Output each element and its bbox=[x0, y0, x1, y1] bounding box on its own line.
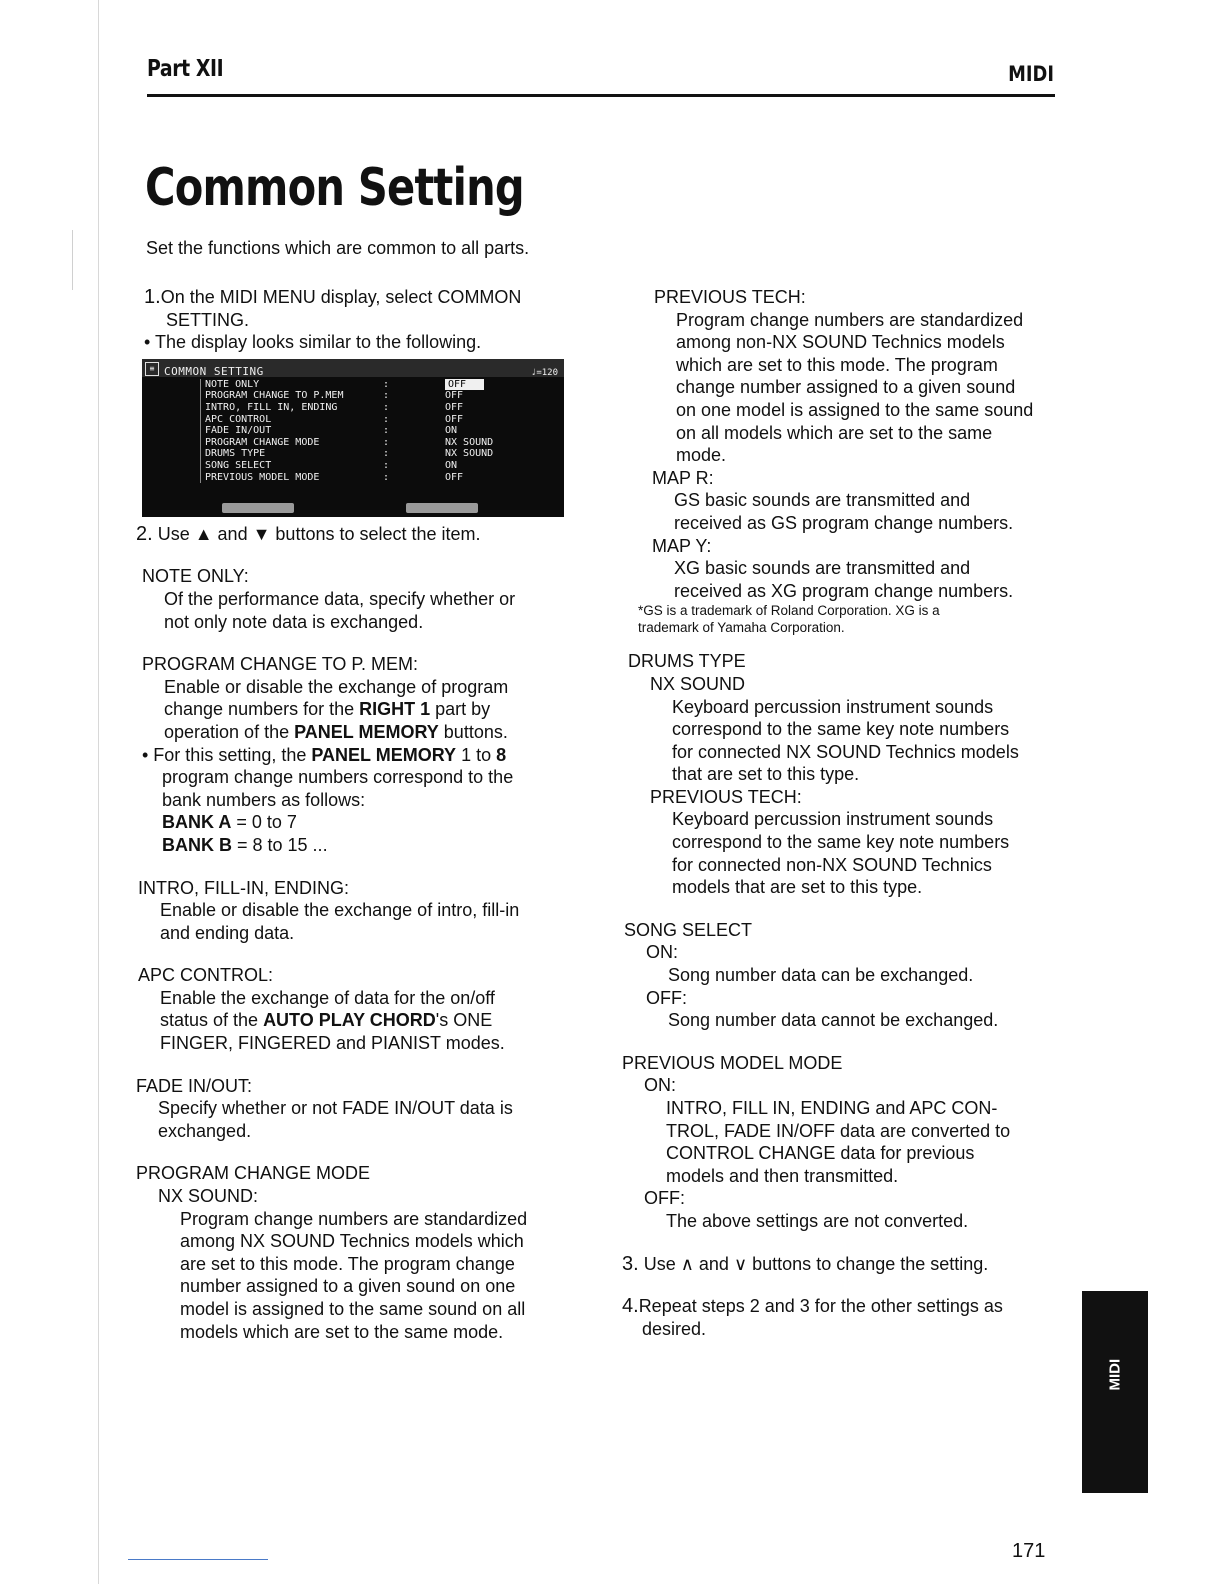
prev-model-heading: PREVIOUS MODEL MODE bbox=[622, 1052, 843, 1073]
lcd-row: SONG SELECT : ON bbox=[205, 459, 458, 471]
step-3: 3. Use ∧ and ∨ buttons to change the setting. bbox=[622, 1252, 989, 1275]
lcd-row: DRUMS TYPE : NX SOUND bbox=[205, 448, 494, 460]
lcd-row: PROGRAM CHANGE TO P.MEM : OFF bbox=[205, 390, 464, 402]
bullet-display: • The display looks similar to the following. bbox=[144, 332, 482, 353]
song-select-heading: SONG SELECT bbox=[624, 919, 753, 940]
pc-mode-heading: PROGRAM CHANGE MODE bbox=[136, 1163, 371, 1184]
header-section: MIDI bbox=[1008, 62, 1054, 86]
menu-icon: ≡ bbox=[145, 362, 159, 376]
map-y-heading: MAP Y: bbox=[652, 535, 712, 556]
bullet-panel-memory: • For this setting, the PANEL MEMORY 1 to 8 bbox=[142, 744, 507, 765]
section-side-tab bbox=[1082, 1291, 1148, 1493]
lcd-row: INTRO, FILL IN, ENDING : OFF bbox=[205, 401, 464, 413]
page-title: Common Setting bbox=[145, 158, 524, 218]
lcd-row: FADE IN/OUT : ON bbox=[205, 425, 458, 437]
intro-fill-heading: INTRO, FILL-IN, ENDING: bbox=[138, 877, 350, 898]
step-2: 2. Use ▲ and ▼ buttons to select the item. bbox=[136, 522, 481, 545]
step-4: 4.Repeat steps 2 and 3 for the other settings as bbox=[622, 1295, 1003, 1318]
down-arrow-icon: ▼ bbox=[252, 523, 271, 544]
note-only-heading: NOTE ONLY: bbox=[142, 566, 249, 587]
scan-margin-line bbox=[72, 230, 73, 290]
lcd-tempo: ♩=120 bbox=[530, 367, 558, 378]
lcd-row: PROGRAM CHANGE MODE : NX SOUND bbox=[205, 436, 494, 448]
left-column: 1.On the MIDI MENU display, select COMMON SETTING. • The display looks similar to the following. ≡ COMMON SETTING ♩=120 NOTE ONLY : OFF PROGRAM CHANGE TO P.MEM : OFF INTRO, FILL IN, ENDING : OFF APC CONTROL : OFF FADE IN/OUT : ON PROGRAM CHANGE MODE : NX SOUND DRUMS TYPE : NX SOUND SONG SELECT : ON PREVIOUS MODEL MODE : OFF 2. Use ▲ and ▼ buttons to select the item. NOTE ONLY: Of the performance data, specify whether or not only note data is exchanged. PROGRAM CHANGE TO P. MEM: Enable or disable the exchange of program change numbers for the RIGHT 1 part by operation of the PANEL MEMORY buttons. • For this setting, the PANEL MEMORY 1 to 8 program change numbers correspond to the bank numbers as follows: BANK A = 0 to 7 BANK B = 8 to 15 ... INTRO, FILL-IN, ENDING: Enable or disable the exchange of intro, fill-in and ending data. APC CONTROL: Enable the exchange of data for the on/off status of the AUTO PLAY CHORD's ONE FINGER, FINGERED and PIANIST modes. FADE IN/OUT: Specify whether or not FADE IN/OUT data is exchanged. PROGRAM CHANGE MODE NX SOUND: Program change numbers are standardized among NX SOUND Technics models which are set to this mode. The program change number assigned to a given sound on one model is assigned to the same sound on all models which are set to the same mode. bbox=[136, 286, 566, 1343]
lcd-select-button[interactable] bbox=[222, 503, 294, 513]
footer-line bbox=[128, 1559, 268, 1560]
drums-heading: DRUMS TYPE bbox=[628, 651, 746, 672]
lcd-row: APC CONTROL : OFF bbox=[205, 413, 464, 425]
lcd-title: COMMON SETTING bbox=[164, 364, 264, 378]
fade-heading: FADE IN/OUT: bbox=[136, 1075, 253, 1096]
map-r-heading: MAP R: bbox=[652, 467, 714, 488]
lcd-settings-list bbox=[200, 379, 535, 483]
up-arrow-icon: ▲ bbox=[194, 523, 213, 544]
lcd-row: NOTE ONLY : OFF bbox=[205, 379, 535, 391]
up-caret-icon: ∧ bbox=[680, 1253, 694, 1274]
intro-text: Set the functions which are common to all parts. bbox=[146, 238, 530, 258]
apc-heading: APC CONTROL: bbox=[138, 965, 274, 986]
trademark-footnote: *GS is a trademark of Roland Corporation. XG is a bbox=[638, 603, 940, 619]
right-column: PREVIOUS TECH: Program change numbers are standardized among non-NX SOUND Technics models which are set to this mode. The program change number assigned to a given sound on one model is assigned to the same sound on all models which are set to the same mode. MAP R: GS basic sounds are transmitted and received as GS program change numbers. MAP Y: XG basic sounds are transmitted and received as XG program change numbers. *GS is a trademark of Roland Corporation. XG is a trademark of Yamaha Corporation. DRUMS TYPE NX SOUND Keyboard percussion instrument sounds correspond to the same key note numbers for connected NX SOUND Technics models that are set to this type. PREVIOUS TECH: Keyboard percussion instrument sounds correspond to the same key note numbers for connected non-NX SOUND Technics models that are set to this type. SONG SELECT ON: Song number data can be exchanged. OFF: Song number data cannot be exchanged. PREVIOUS MODEL MODE ON: INTRO, FILL IN, ENDING and APC CON- TROL, FADE IN/OFF data are converted to CONTROL CHANGE data for previous models and then transmitted. OFF: The above settings are not converted. 3. Use ∧ and ∨ buttons to change the setting. 4.Repeat steps 2 and 3 for the other settings as desired. bbox=[622, 286, 1052, 1340]
lcd-row: PREVIOUS MODEL MODE : OFF bbox=[205, 471, 464, 483]
page-number: 171 bbox=[1012, 1540, 1046, 1562]
step-1: 1.On the MIDI MENU display, select COMMON SETTING. bbox=[144, 286, 522, 330]
down-caret-icon: ∨ bbox=[733, 1253, 748, 1274]
lcd-display bbox=[142, 359, 564, 517]
lcd-change-button[interactable] bbox=[406, 503, 478, 513]
header-part: Part XII bbox=[147, 56, 224, 82]
pc-to-pmem-heading: PROGRAM CHANGE TO P. MEM: bbox=[142, 654, 419, 675]
header-rule bbox=[147, 94, 1055, 97]
side-tab-label: MIDI bbox=[1106, 1358, 1124, 1391]
prev-tech-heading: PREVIOUS TECH: bbox=[654, 287, 806, 307]
scan-margin-line bbox=[98, 0, 99, 1584]
